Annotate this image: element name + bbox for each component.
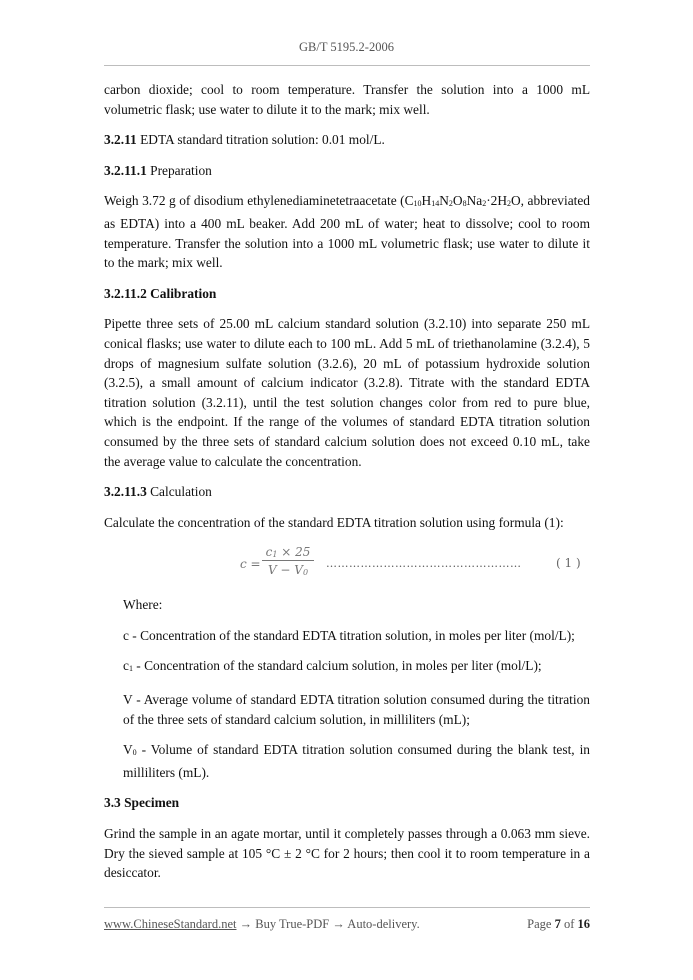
page-content <box>104 80 590 894</box>
section-number: 3.2.11.1 <box>104 162 147 178</box>
prep-text-2: abbreviated as EDTA) into a 400 mL beaker. Add 200 mL of water; heat to dissolve; cool to room temperature. Transfer the solution into a 1000 mL volumetric flask; use water to dilute it to the mark; mix well. <box>104 193 590 271</box>
section-number: 3.2.11.3 <box>104 484 147 500</box>
page-total: 16 <box>577 917 590 931</box>
def-subscript: 1 <box>128 664 133 674</box>
formula-sub: 2 <box>448 199 453 209</box>
formula-sub: 2 <box>507 199 512 209</box>
formula-sub: 2 <box>482 199 487 209</box>
page-header: GB/T 5195.2-2006 <box>299 40 394 54</box>
definition-v: V - Average volume of standard EDTA titration solution consumed during the titration of the three sets of standard calcium solution, in milliliters (mL); <box>123 692 590 727</box>
num-rest: × 25 <box>277 545 311 560</box>
num-subscript: 1 <box>272 550 278 560</box>
formula-sub: 14 <box>431 199 440 209</box>
of-word: of <box>560 917 578 931</box>
formula-numerator <box>262 543 314 561</box>
section-3-2-11-1 <box>104 161 590 181</box>
section-3-3: 3.3 Specimen <box>104 795 180 811</box>
section-3-2-11-2: 3.2.11.2 Calibration <box>104 285 217 301</box>
footer-divider <box>104 907 590 908</box>
formula-leader-dots: …………………………………………… <box>326 557 522 571</box>
formula-el: H <box>421 193 432 209</box>
definition-c1 <box>123 656 590 679</box>
def-subscript: 0 <box>132 748 137 758</box>
den-symbol: V − V <box>267 563 303 578</box>
def-text: - Volume of standard EDTA titration solution consumed during the blank test, in milliliters (mL). <box>123 742 590 780</box>
formula-denominator <box>262 561 314 578</box>
formula-el: O, <box>511 193 525 209</box>
definition-v0 <box>123 740 590 782</box>
def-symbol: V <box>123 742 133 758</box>
footer-tagline: → Buy True-PDF → Auto-delivery. <box>236 917 420 931</box>
page-number: 7 <box>554 917 561 931</box>
calculation-paragraph: Calculate the concentration of the standard EDTA titration solution using formula (1): <box>104 514 564 530</box>
section-number: 3.2.11 <box>104 132 137 148</box>
calibration-paragraph: Pipette three sets of 25.00 mL calcium standard solution (3.2.10) into separate 250 mL conical flasks; use water to dilute each to 100 mL. Add 5 mL of triethanolamine (3.2.4), 5 drops of magnesium sulfate solution (3.2.6), 20 mL of potassium hydroxide solution (3.2.5), a small amount of calcium indicator (3.2.8). Titrate with the standard EDTA titration solution (3.2.11), until the test solution changes color from red to pure blue, which is the endpoint. If the range of the volumes of standard EDTA titration solution consumed by the three sets of standard calcium solution does not exceed 0.10 mL, take the average value to calculate the concentration. <box>104 316 590 469</box>
intro-paragraph: carbon dioxide; cool to room temperature. Transfer the solution into a 1000 mL volumetric flask; use water to dilute it to the mark; mix well. <box>104 82 590 117</box>
formula-el: O <box>452 193 463 209</box>
def-text: - Concentration of the standard calcium solution, in moles per liter (mol/L); <box>132 658 542 674</box>
specimen-paragraph: Grind the sample in an agate mortar, until it completely passes through a 0.063 mm sieve. Dry the sieved sample at 105 °C ± 2 °C for 2 hours; then cool it to room temperature in a desiccator. <box>104 826 590 881</box>
formula-sub: 10 <box>413 199 422 209</box>
formula-number: ( 1 ) <box>556 556 581 571</box>
formula-el: Na <box>466 193 483 209</box>
formula-el: N <box>439 193 449 209</box>
formula-fraction <box>262 543 314 578</box>
header-divider <box>104 65 590 66</box>
def-symbol: c <box>123 658 129 674</box>
prep-text-1: Weigh 3.72 g of disodium ethylenediaminetetraacetate (C <box>104 193 414 209</box>
page-word: Page <box>527 917 555 931</box>
preparation-paragraph <box>104 191 590 272</box>
formula-lhs: c = <box>240 557 261 572</box>
formula-sub: 8 <box>462 199 467 209</box>
section-3-2-11 <box>104 130 590 150</box>
den-subscript: 0 <box>302 568 309 578</box>
footer-left <box>104 917 420 932</box>
section-text: Calculation <box>146 484 212 500</box>
page-indicator <box>527 917 590 932</box>
where-label: Where: <box>123 597 163 613</box>
formula-1 <box>104 543 590 585</box>
section-text: EDTA standard titration solution: 0.01 mol/L. <box>136 132 385 148</box>
num-symbol: c <box>265 545 273 560</box>
definition-c: c - Concentration of the standard EDTA titration solution, in moles per liter (mol/L); <box>123 627 575 643</box>
section-text: Preparation <box>146 162 212 178</box>
site-link[interactable]: www.ChineseStandard.net <box>104 917 237 931</box>
formula-el: ·2H <box>486 193 508 209</box>
section-3-2-11-3 <box>104 482 590 502</box>
